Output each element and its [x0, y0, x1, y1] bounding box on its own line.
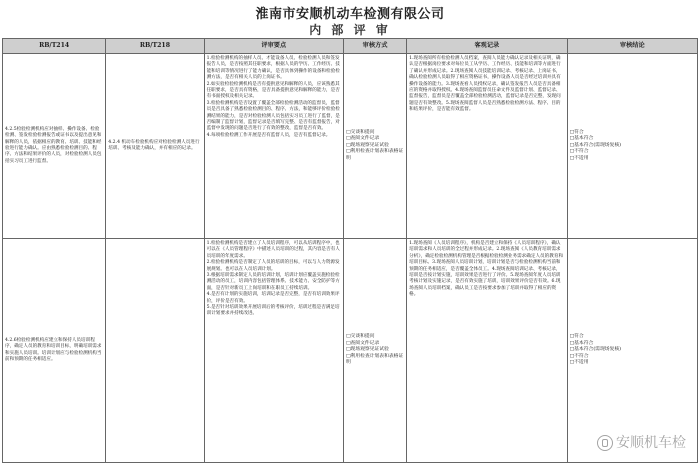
rbt218-clause	[106, 239, 204, 463]
conclusion-option[interactable]: □不适用	[569, 155, 589, 161]
document-subtitle: 内 部 评 审	[309, 23, 391, 37]
method-option[interactable]: □交谈和提问	[345, 129, 375, 135]
method-option[interactable]: □利用检查计划表和表格证明	[345, 149, 404, 161]
conclusion-option[interactable]: □不适用	[569, 360, 589, 366]
rbt214-clause: 4.2.6检验检测机构应建立和保持人员培训程序，确定人员的教育和培训目标，明确培训需求和实施人员培训。培训计划应与检验检测机构当前和预期的任务相适应。	[3, 239, 106, 463]
method-option[interactable]: □交谈和提问	[345, 334, 375, 340]
conclusion-option[interactable]: □基本符合	[569, 340, 594, 346]
conclusion-option[interactable]: □不符合	[569, 353, 589, 359]
header-review-method: 审核方式	[343, 39, 406, 54]
company-title: 淮南市安顺机动车检测有限公司	[255, 7, 445, 22]
method-option[interactable]: □查阅文件记录	[345, 340, 380, 346]
conclusion-option[interactable]: □基本符合	[569, 136, 594, 142]
review-table	[2, 38, 698, 463]
conclusion-options	[567, 54, 697, 239]
rbt214-clause: 4.2.5检验检测机构应对抽样、操作设备、检验检测、签发检验检测报告或证书以及提出意见和解释的人员，依据相应的教育、培训、技能和经验进行能力确认。应由熟悉检验检测目的、程序、方法和结果评价的人员，对检验检测人员包括实习员工进行监督。	[3, 54, 106, 239]
review-method-options	[343, 54, 406, 239]
conclusion-options	[567, 239, 697, 463]
conclusion-option[interactable]: □基本符合(需现场复核)	[569, 347, 622, 353]
conclusion-option[interactable]: □不符合	[569, 149, 589, 155]
review-method-options	[343, 239, 406, 463]
method-option[interactable]: □利用检查计划表和表格证明	[345, 353, 404, 366]
header-review-points: 评审要点	[204, 39, 343, 54]
method-option[interactable]: □现场观察见证试验	[345, 142, 389, 148]
conclusion-option[interactable]: □基本符合(需现场复核)	[569, 142, 622, 148]
conclusion-option[interactable]: □符合	[569, 334, 584, 340]
method-option[interactable]: □现场观察见证试验	[345, 347, 389, 353]
wechat-logo-icon	[597, 435, 613, 451]
header-review-conclusion: 审核结论	[567, 39, 697, 54]
table-header-row	[3, 39, 698, 54]
conclusion-option[interactable]: □符合	[569, 129, 584, 135]
review-points: 1.检验检测机构的抽样人员、才能设备人员、检验检测人员和签发报告人员，是否按照其任职要求，根据人员的学历、工作经历、技能和培训等情况进行了能力确认，是否具体到操作的设备和检验检测方法，是否有相关人员的上岗证书。 2.如实验检验检测机构是否有提供意见和解释的人员，应该熟悉其任职要求，是否具有资格，是否具备提供意见和解释的能力，是否有书面授权及相关记录。 3.检验检测机构是否设置了覆盖全部检验检测活动的监督员，监督员是否具备了熟悉检验检测目的、程序、方法，和能够评价检验检测结果的能力，是否对检验检测人员包括实习员工进行了监督，是否编制了监督计划，监督记录是否填写完整、是否有监督报告，对监督中发现的问题是否进行了有效的整改，监督是否有效。 4.每项检验检测工作开展是否有监督人员，是否有监督记录。	[204, 54, 343, 239]
watermark-text: 安顺机车检	[616, 435, 686, 451]
header-objective-record: 客观记录	[407, 39, 567, 54]
method-option[interactable]: □查阅文件记录	[345, 136, 380, 142]
header-rbt214: RB/T214	[3, 39, 106, 54]
review-points: 1.检验检测机构是否建立了人员培训程序，可以从培训程序中，也可以在《人员管理程序》中描述人员培训的过程，其内容是否有人员培训的年度需求。 2.检验检测机构是否制定了人员的培训的目标，可以与人力资源发展规划。也可以在人员培训计划。 3.根据培训需求制定人员的培训计划，培训计划应覆盖实施检验检测活动的员工，培训内容包括管理体系、技术能力、安全防护等方面，是否针对新员工上岗培训和在职员工持续培训。 4.是否有计划的实施培训，培训记录是否完整，是否有培训效果评价，评价是否有效。 5.是否针对培训效果开展培训后的考核评价，培训过程是否满足培训计划要求并持续改进。	[204, 239, 343, 463]
table-row	[3, 239, 698, 463]
watermark	[597, 432, 686, 452]
rbt218-clause: 4.2.4 机动车检验机构应对检验检测人员进行培训、考核及能力确认，并有相应的记录。	[106, 54, 204, 239]
table-row	[3, 54, 698, 239]
header-rbt218: RB/T218	[106, 39, 204, 54]
objective-record: 1.现场查阅所有检验检测人员档案，查阅人员能力确认记录及相关证明，确认是否根据岗位要求对每位员工从学历、工作经历、技能和培训等方面进行了确认并形成记录。2.现场查阅人员技能培训记录、考核记录、上岗证书，确认检验检测人员取得了相应资格证书，操作设备人员是否经过培训并具有操作设备的能力。3.现场查看人员授权记录，确认签发报告人员是否具备相应的资格并取得授权。4.现场查阅监督员任命文件及监督计划、监督记录、监督报告，监督员是否覆盖全部检验检测活动，监督记录是否完整，发现问题是否有效整改。5.现场查阅监督人员是否熟悉检验检测方法、程序、目的和结果评价，是否能有效监督。	[407, 54, 567, 239]
objective-record: 1.现场查阅《人员培训程序》，机构是否建立和保持《人员培训程序》，确认培训需求和人员培训的全过程并形成记录。2.现场查阅《人员教育培训需求分析》，确定检验检测机构管理是否根据检验检测业务需求确定人员的教育和培训目标。3.现场查阅人员培训计划，培训计划是否与检验检测机构当前和预期的任务相适应，是否覆盖全体员工。4.现场查阅培训记录、考核记录，培训是否按计划实施，培训效果是否进行了评价。5.现场查阅年度人员培训考核计划及实施记录，是否有效实施了培训，培训效果评价是否有效。6.现场查阅人员培训档案，确认员工是否按要求参加了培训并取得了相应的资格。	[407, 239, 567, 463]
